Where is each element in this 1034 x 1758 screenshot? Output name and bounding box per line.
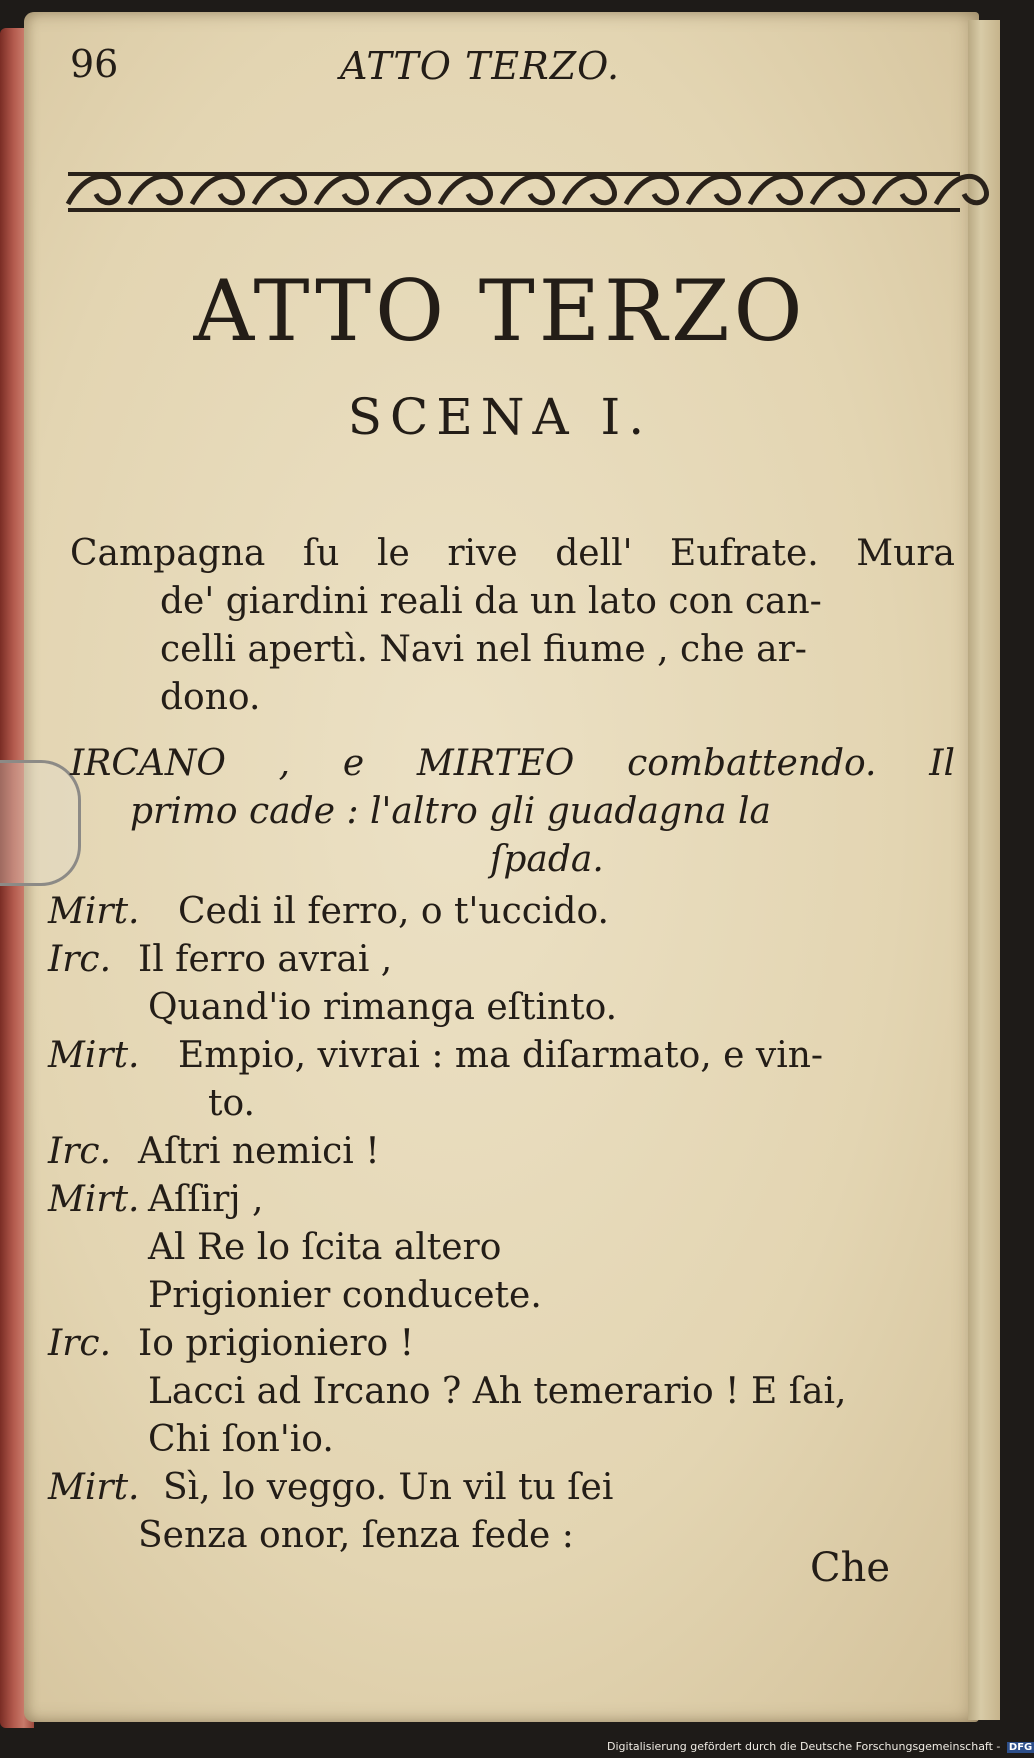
ornament-loop [502, 176, 553, 204]
speaker-label: Irc. [48, 939, 112, 980]
ornament-loop [564, 176, 615, 204]
act-title: ATTO TERZO [193, 262, 807, 360]
credit-text: Digitalisierung gefördert durch die Deutsche Forschungsgemeinschaft - [607, 1740, 1001, 1753]
decorative-border [68, 160, 960, 224]
speaker-label: Irc. [48, 1131, 112, 1172]
spoken-text: Il ferro avrai , [138, 939, 393, 980]
spoken-text: Senza onor, ſenza fede : [138, 1515, 574, 1556]
ornament-loop [378, 176, 429, 204]
spoken-text: Aſſirj , [148, 1179, 264, 1220]
dialogue-line [48, 1176, 948, 1224]
digitization-credit [607, 1740, 1034, 1753]
speaker-label: Mirt. [48, 891, 140, 932]
stage-direction-line: IRCANO , e MIRTEO combattendo. Il [70, 743, 955, 784]
spoken-text: Cedi il ferro, o t'uccido. [178, 891, 609, 932]
spoken-text: Aſtri nemici ! [138, 1131, 380, 1172]
spoken-text: Lacci ad Ircano ? Ah temerario ! E ſai, [148, 1371, 847, 1412]
stage-direction-line: ſpada. [490, 839, 604, 880]
ornament-loop [688, 176, 739, 204]
stage-description-line: dono. [160, 677, 261, 718]
dialogue [48, 888, 948, 1560]
dialogue-line [48, 1464, 948, 1512]
dfg-logo: DFG [1008, 1742, 1033, 1753]
spoken-text: Io prigioniero ! [138, 1323, 415, 1364]
ornament-loop [316, 176, 367, 204]
catchword: Che [810, 1545, 891, 1591]
speaker-label: Irc. [48, 1323, 112, 1364]
spoken-text: Sì, lo veggo. Un vil tu ſei [163, 1467, 614, 1508]
ornament-loop [130, 176, 181, 204]
stage-description [70, 530, 955, 722]
ornament-loop [254, 176, 305, 204]
running-title: ATTO TERZO. [340, 44, 621, 88]
spoken-text: Quand'io rimanga eſtinto. [148, 987, 618, 1028]
dialogue-line [48, 888, 948, 936]
stage-description-line: celli apertì. Navi nel fiume , che ar- [160, 629, 807, 670]
dialogue-line [48, 1128, 948, 1176]
speaker-label: Mirt. [48, 1179, 140, 1220]
book-clip [0, 760, 81, 886]
spoken-text: to. [208, 1083, 255, 1124]
spoken-text: Al Re lo ſcita altero [148, 1227, 502, 1268]
spoken-text: Empio, vivrai : ma diſarmato, e vin- [178, 1035, 824, 1076]
ornament-loop [874, 176, 925, 204]
page-number: 96 [70, 42, 119, 86]
ornament-loop [626, 176, 677, 204]
speaker-label: Mirt. [48, 1467, 140, 1508]
dialogue-line [48, 1032, 948, 1080]
ornament-loop [192, 176, 243, 204]
ornament-loop [812, 176, 863, 204]
dialogue-line [48, 936, 948, 984]
ornament-loop [750, 176, 801, 204]
stage-direction [70, 740, 955, 884]
stage-description-line: Campagna ſu le rive dell' Eufrate. Mura [70, 533, 955, 574]
scene-title: SCENA I. [347, 388, 653, 446]
facing-page-bleed [970, 140, 1000, 1440]
spoken-text: Chi ſon'io. [148, 1419, 334, 1460]
ornament-loop [68, 176, 119, 204]
dialogue-line [48, 1320, 948, 1368]
stage-description-line: de' giardini reali da un lato con can- [160, 581, 822, 622]
speaker-label: Mirt. [48, 1035, 140, 1076]
stage-direction-line: primo cade : l'altro gli guadagna la [130, 791, 772, 832]
running-head [70, 42, 770, 92]
spoken-text: Prigionier conducete. [148, 1275, 542, 1316]
ornament-loop [440, 176, 491, 204]
